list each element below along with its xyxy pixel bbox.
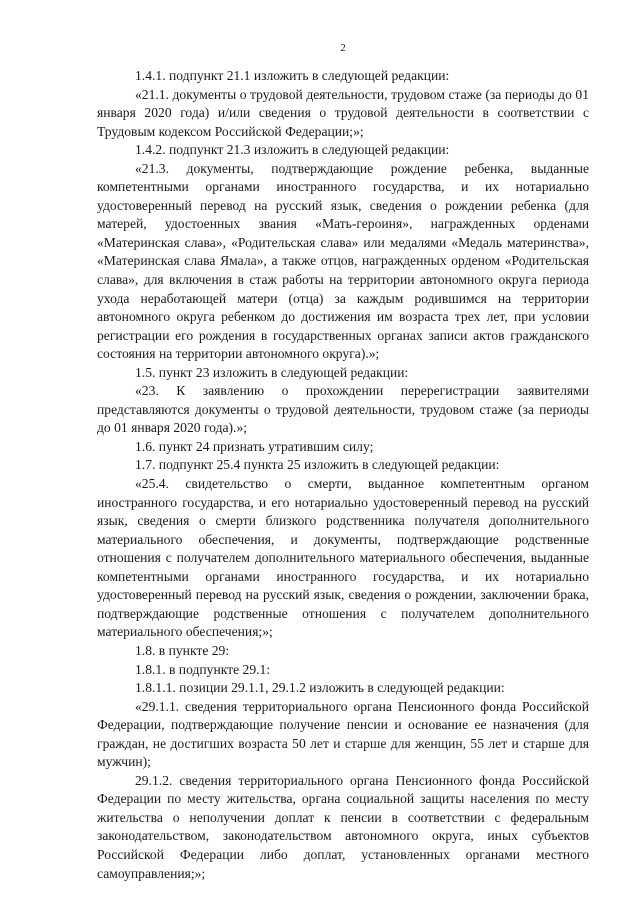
page-number: 2 — [340, 42, 346, 54]
paragraph-21-1-text: «21.1. документы о трудовой деятельности, трудовом стаже (за периоды до 01 января 2020 года) и/или сведения о трудовой деятельности в соответствии с Трудовым кодексом Российской Федерации;»; — [97, 86, 589, 139]
paragraph-1-4-2: 1.4.2. подпункт 21.3 изложить в следующей редакции: — [135, 142, 450, 158]
paragraph-1-8-1: 1.8.1. в подпункте 29.1: — [135, 661, 271, 677]
paragraph-25-4-text: «25.4. свидетельство о смерти, выданное компетентным органом иностранного государства, и его нотариально удостоверенный перевод на русский язык, сведения о смерти близкого родственника получателя дополнительного материального обеспечения, и документы, подтверждающие родственные отношения с получателем дополнительного материального обеспечения, выданные компетентными органами иностранного государства, и их нотариально удостоверенный перевод на русский язык, сведения о рождении, заключении брака, подтверждающие родственные отношения с получателем дополнительного материального обеспечения;»; — [97, 476, 589, 640]
paragraph-1-8-1-1: 1.8.1.1. позиции 29.1.1, 29.1.2 изложить в следующей редакции: — [135, 680, 505, 696]
paragraph-29-1-1-text: «29.1.1. сведения территориального органа Пенсионного фонда Российской Федерации, подтверждающие получение пенсии и основание ее назначения (для граждан, не достигших возраста 50 лет и старше для женщин, 55 лет и старше для мужчин); — [97, 698, 589, 770]
paragraph-21-3-text: «21.3. документы, подтверждающие рождение ребенка, выданные компетентными органами иностранного государства, и их нотариально удостоверенный перевод на русский язык, сведения о рождении ребенка (для матерей, удостоенных звания «Мать-героиня», награжденных орденами «Материнская слава», «Родительская слава» или медалями «Медаль материнства», «Материнская слава Ямала», а также отцов, награжденных орденом «Родительская слава», для включения в стаж работы на территории автономного округа периода ухода неработающей матери (отца) за каждым родившимся на территории автономного округа ребенком до достижения им возраста трех лет, при условии регистрации его рождения в государственных органах записи актов гражданского состояния на территории автономного округа).»; — [97, 160, 589, 362]
paragraph-1-7: 1.7. подпункт 25.4 пункта 25 изложить в следующей редакции: — [135, 457, 500, 473]
paragraph-23-text: «23. К заявлению о прохождении перерегистрации заявителями представляются документы о трудовой деятельности, трудовом стаже (за периоды до 01 января 2020 года).»; — [97, 383, 589, 436]
paragraph-1-8: 1.8. в пункте 29: — [135, 642, 230, 658]
paragraph-1-5: 1.5. пункт 23 изложить в следующей редакции: — [135, 364, 409, 380]
paragraph-1-4-1: 1.4.1. подпункт 21.1 изложить в следующей редакции: — [135, 68, 450, 83]
paragraph-1-6: 1.6. пункт 24 признать утратившим силу; — [135, 438, 374, 454]
paragraph-29-1-2-text: 29.1.2. сведения территориального органа Пенсионного фонда Российской Федерации по месту жительства, органа социальной защиты населения по месту жительства о неполучении доплат к пенсии в соответствии с федеральным законодательством, законодательством автономного округа, иных субъектов Российской Федерации либо доплат, установленных органами местного самоуправления;»; — [97, 772, 589, 881]
